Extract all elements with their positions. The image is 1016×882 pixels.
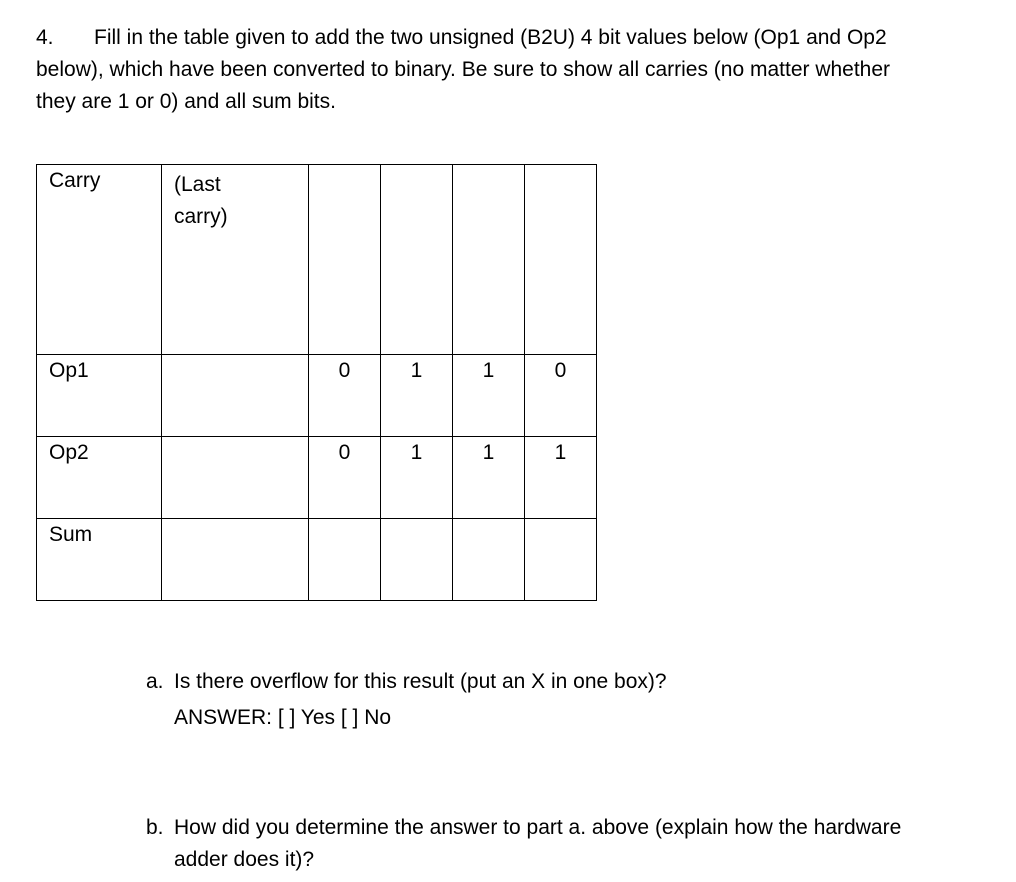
sum-label: Sum [37,519,162,601]
addition-table [36,164,597,601]
part-b-line-2: adder does it)? [174,848,315,871]
op1-row [37,355,597,437]
last-carry-label-1: (Last [174,173,221,196]
op1-bit-3: 0 [309,355,381,437]
part-b-label: b. [146,816,164,839]
last-carry-label-2: carry) [174,205,228,228]
op2-bit-0: 1 [525,437,597,519]
carry-bit-1[interactable] [453,165,525,355]
op2-bit-3: 0 [309,437,381,519]
sum-row [37,519,597,601]
carry-bit-2[interactable] [381,165,453,355]
last-carry-cell[interactable] [162,165,309,355]
sum-empty-cell [162,519,309,601]
part-a-question: a. Is there overflow for this result (put an X in one box)? [146,666,1006,698]
question-line-1: 4. Fill in the table given to add the two unsigned (B2U) 4 bit values below (Op1 and Op2 [36,22,1006,54]
carry-bit-0[interactable] [525,165,597,355]
question-line-2: below), which have been converted to binary. Be sure to show all carries (no matter whether [36,58,891,81]
sum-bit-1[interactable] [453,519,525,601]
question-number: 4. [36,26,54,49]
op2-empty-cell [162,437,309,519]
op2-row [37,437,597,519]
part-a-answer: ANSWER: [ ] Yes [ ] No [174,706,392,729]
part-b-question [146,812,1006,876]
question-line-3: they are 1 or 0) and all sum bits. [36,90,336,113]
carry-bit-3[interactable] [309,165,381,355]
op1-bit-2: 1 [381,355,453,437]
op2-label: Op2 [37,437,162,519]
carry-label: Carry [37,165,162,355]
part-a-label: a. [146,670,164,693]
sum-bit-3[interactable] [309,519,381,601]
carry-row [37,165,597,355]
sum-bit-0[interactable] [525,519,597,601]
op1-bit-0: 0 [525,355,597,437]
op2-bit-1: 1 [453,437,525,519]
op1-bit-1: 1 [453,355,525,437]
op2-bit-2: 1 [381,437,453,519]
op1-empty-cell [162,355,309,437]
op1-label: Op1 [37,355,162,437]
sum-bit-2[interactable] [381,519,453,601]
part-b-line-1: b. How did you determine the answer to part a. above (explain how the hardware [146,812,1006,844]
question-text [36,22,1006,118]
